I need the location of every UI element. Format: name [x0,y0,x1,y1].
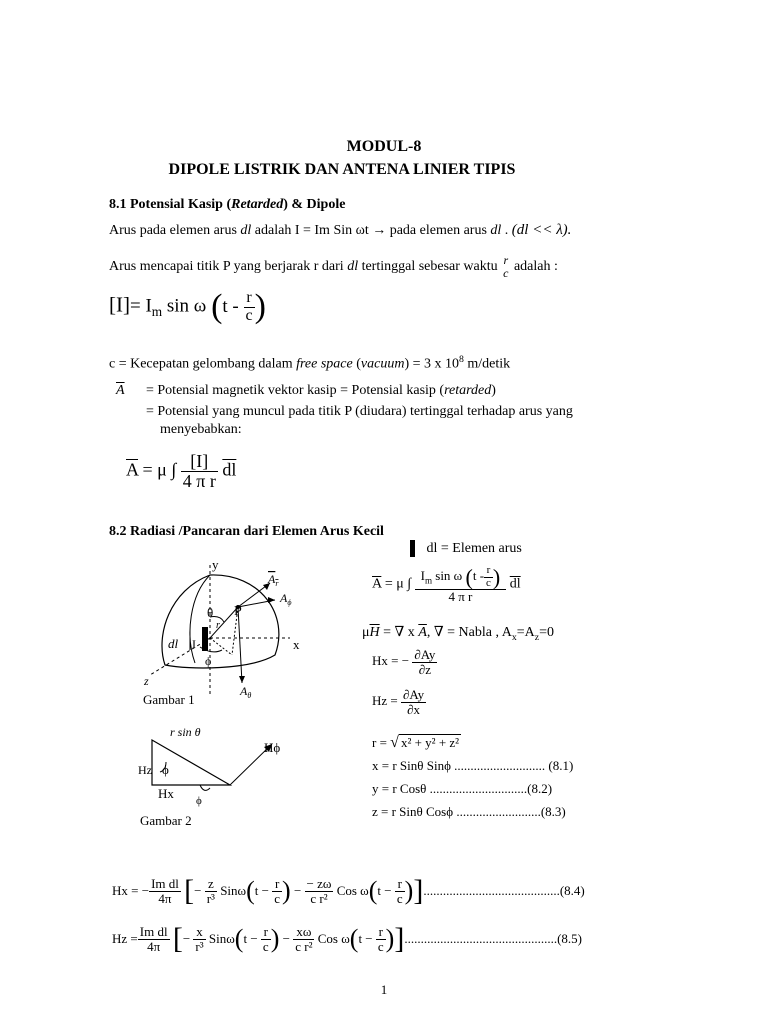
numerator: r [484,565,493,578]
t-minus: t − [254,883,269,898]
numerator: ∂Ay [414,647,436,662]
lhs: Hx = − [372,653,410,669]
paragraph-current-element: Arus pada elemen arus dl adalah I = Im Sin ωt → pada elemen arus dl . (dl << λ). [109,222,572,238]
exponent: 8 [459,354,464,365]
heading-italic: Retarded [231,197,284,212]
denominator: 4 π r [448,589,473,605]
A-definition-1 [146,383,496,399]
mu: μ [362,625,370,640]
equation-8-5: Hz = $\frac{\text{Im dl}}{4\pi}$ [− $\frac{x}{\text{r³}}$ Sinω(t − $\frac{r}{c}$ ) − $\frac{x\omega}{\text{c r²}}$ Cos ω(t − $\frac{r}{c}$ )]...............................................(8.5) [112,922,583,955]
r-over-c [272,877,282,905]
I-symbol: I [420,568,425,584]
equation-r: r = √ x² + y² + z² [372,734,460,751]
numerator: [I] [181,452,218,472]
radicand: x² + y² + z² [400,735,460,750]
text: = Potensial magnetik vektor kasip = Potensial kasip ( [146,383,445,398]
text: Arus pada elemen arus [109,223,237,238]
fraction [412,648,437,676]
vector-H: $\overline{H}$ [369,625,380,640]
denominator: 4π [147,938,161,954]
page-title [0,161,684,179]
dl-label: dl [168,636,179,651]
sin-omega: sin ω [435,568,463,584]
eq-text: , ∇ = Nabla , A [426,625,512,640]
sin-omega: sin ω [166,295,207,317]
A-phi-sub: ϕ [287,598,292,607]
numerator: r [244,290,255,308]
equation-8-3: z = r Sinθ Cosϕ ..........................(8.3) [372,804,566,819]
cos-omega: Cos ω [336,883,369,898]
numerator: Im dl [151,875,179,891]
eq-text: =A [516,625,535,640]
sign: − [293,883,302,898]
text: tertinggal sebesar waktu [361,258,498,274]
numerator: r [261,925,271,940]
sign: − [194,883,202,898]
fraction [305,877,334,905]
page-title-text: DIPOLE LISTRIK DAN ANTENA LINIER TIPIS [168,161,516,178]
equation-Hz [372,688,426,716]
phi-angle-label-2: ϕ [196,795,202,807]
fraction-main [415,565,507,604]
fraction-r-over-c [501,254,510,279]
A-phi-main: A [280,591,288,605]
fraction-r-over-c [244,290,255,325]
r-over-c [261,925,271,953]
eq-text: =0 [539,625,554,640]
point-P-label: P [234,604,242,619]
A-definition-2: = Potensial yang muncul pada titik P (diudara) tertinggal terhadap arus yang [146,404,573,419]
italic-text: retarded [444,383,492,398]
subscript: z [534,631,540,643]
Hz-label: Hz [138,763,152,777]
section-heading-8-2: 8.2 Radiasi /Pancaran dari Elemen Arus Kecil [109,524,384,539]
t-minus: t − [243,931,258,946]
denominator: 4π [158,890,172,906]
denominator: c [503,265,509,280]
Hx-label: Hx [158,786,174,801]
module-label: MODUL-8 [346,138,422,155]
legend-dl [410,540,522,557]
vector-A: $\overline{A}$ [418,625,427,640]
axis-x-label: x [293,637,300,652]
fraction [293,925,314,953]
figure-1-caption: Gambar 1 [143,692,195,707]
A-theta-label [239,684,251,700]
numerator: r [272,877,282,892]
fraction [205,877,217,905]
vector-A: $\overline{A}$ [116,383,125,398]
equation-8-4: Hx = − $\frac{\text{Im dl}}{4\pi}$ [− $\frac{z}{\text{r³}}$ Sinω(t − $\frac{r}{c}$ ) − $\frac{- z\omega}{\text{c r²}}$ Cos ω(t − $\frac{r}{c}$ )]..........................................(8.4) [112,874,585,907]
fraction [193,925,205,953]
dl-symbol: dl [347,258,359,274]
equation-retarded-current: $[I]= I_m$ sin ω (t - $\frac{r}{c}$ ) [109,288,266,325]
axis-z-label: z [144,674,149,688]
A-definition-3: menyebabkan: [160,422,242,437]
text: c = Kecepatan gelombang dalam [109,356,293,372]
r-over-c [376,925,386,953]
vector-A: $\overline{A}$ [126,459,139,480]
text: ( [356,356,361,372]
vector-A: $\overline{A}$ [372,576,382,592]
text: Arus mencapai titik P yang berjarak r dari [109,258,344,274]
page-number: 1 [380,982,388,997]
denominator: c [245,306,253,324]
phi-angle-label: ϕ [162,762,169,777]
numerator: z [205,877,217,892]
equation-curl [362,624,554,643]
A-r-sub: r [275,579,279,588]
denominator: c r² [295,938,313,954]
numerator: Im dl [139,923,168,939]
equation-8-2: y = r Cosθ ..............................(8.2) [372,781,553,796]
equation-vector-potential [126,452,236,491]
A-phi-label [279,591,291,607]
vector-dl: $\overline{dl}$ [222,459,237,480]
denominator: 4 π r [182,470,216,491]
denominator: ∂z [418,661,431,677]
sign: − [282,931,290,946]
bracket-I: [I] [109,292,130,317]
fraction-I-over-4pir [181,452,218,491]
fraction [401,688,426,716]
denominator: c [396,890,403,906]
equation-Hx [372,648,437,676]
lhs: Hx = − [112,883,150,898]
sign: − [182,931,191,946]
eq-text: = ∇ x [383,625,415,640]
denominator: r³ [195,938,204,954]
figure-1-dipole-geometry [130,555,350,715]
denominator: c r² [310,890,328,906]
r-over-c [395,877,405,905]
numerator: r [376,925,386,940]
denominator: c [486,576,491,589]
text: ) = 3 x 10 [404,356,459,372]
numerator: xω [293,925,314,940]
text: m/detik [463,356,511,372]
text: adalah : [513,258,558,274]
fraction-prefactor [138,925,170,953]
paragraph-delay [109,254,558,279]
section-heading-8-1 [109,197,345,213]
I-label: I [192,637,196,651]
text: ) [491,383,496,398]
dl-symbol: dl [240,223,252,238]
italic-text: free space [296,356,353,372]
legend-text: dl = Elemen arus [426,540,522,556]
A-r-main: A [268,572,276,586]
equation-8-1: x = r Sinθ Sinϕ ............................ (8.1) [372,758,574,773]
theta-label: θ [207,605,214,620]
denominator: c [262,938,269,954]
sin-omega: Sinω [220,883,247,898]
numerator: r [395,877,405,892]
heading-text-suffix: ) & Dipole [283,197,346,212]
numerator: $I_m$ sin ω (t - $\frac{r}{c}$ ) [415,565,507,590]
mu-integral: = μ ∫ [142,459,177,480]
denominator: r³ [206,890,215,906]
numerator: r [503,253,509,267]
sin-omega: Sinω [208,931,235,946]
A-theta-sub: θ [247,691,252,700]
r-label: r [216,620,220,631]
r-over-c [484,565,493,589]
subscript: m [151,304,163,320]
equation-A-expanded [372,565,521,604]
phi-label: ϕ [205,654,212,668]
dl-symbol: dl [490,223,502,238]
denominator: c [274,890,281,906]
italic-text: vacuum [360,356,405,372]
H-phi-label: Hϕ [264,740,281,755]
fraction-prefactor [149,877,181,905]
denominator: c [377,938,384,954]
equation-tag: ..........................................(8.4) [423,883,585,898]
lhs: Hz = [372,693,398,709]
numerator: − zω [306,875,332,891]
t-minus: t − [377,883,392,898]
A-theta-main: A [240,684,248,698]
numerator: x [193,925,205,940]
A-symbol [116,383,125,399]
heading-text: 8.1 Potensial Kasip ( [109,197,232,212]
current-element-marker [410,540,415,557]
condition: (dl << λ). [511,222,572,238]
text: adalah I = Im Sin ωt → pada elemen arus [254,223,487,238]
numerator: ∂Ay [403,687,425,702]
mu-integral: = μ ∫ [384,576,412,592]
denominator: ∂x [407,701,421,717]
t-minus: t - [222,296,239,317]
cos-omega: Cos ω [317,931,350,946]
r-sin-theta-label: r sin θ [170,725,201,739]
speed-of-light-line [109,354,510,373]
subscript: x [511,631,517,643]
equation-tag: ...............................................(8.5) [404,931,583,946]
lhs: r = [372,735,387,750]
A-r-label [267,572,279,588]
axis-y-label: y [212,557,219,572]
figure-2-field-components [130,722,300,812]
t-minus: t − [358,931,373,946]
subscript: m [424,575,433,586]
eq-text: = I [129,295,152,317]
figure-2-caption: Gambar 2 [140,813,192,828]
t-minus: t - [472,568,485,584]
vector-dl: $\overline{dl}$ [509,576,521,592]
lhs: Hz = [112,931,138,946]
